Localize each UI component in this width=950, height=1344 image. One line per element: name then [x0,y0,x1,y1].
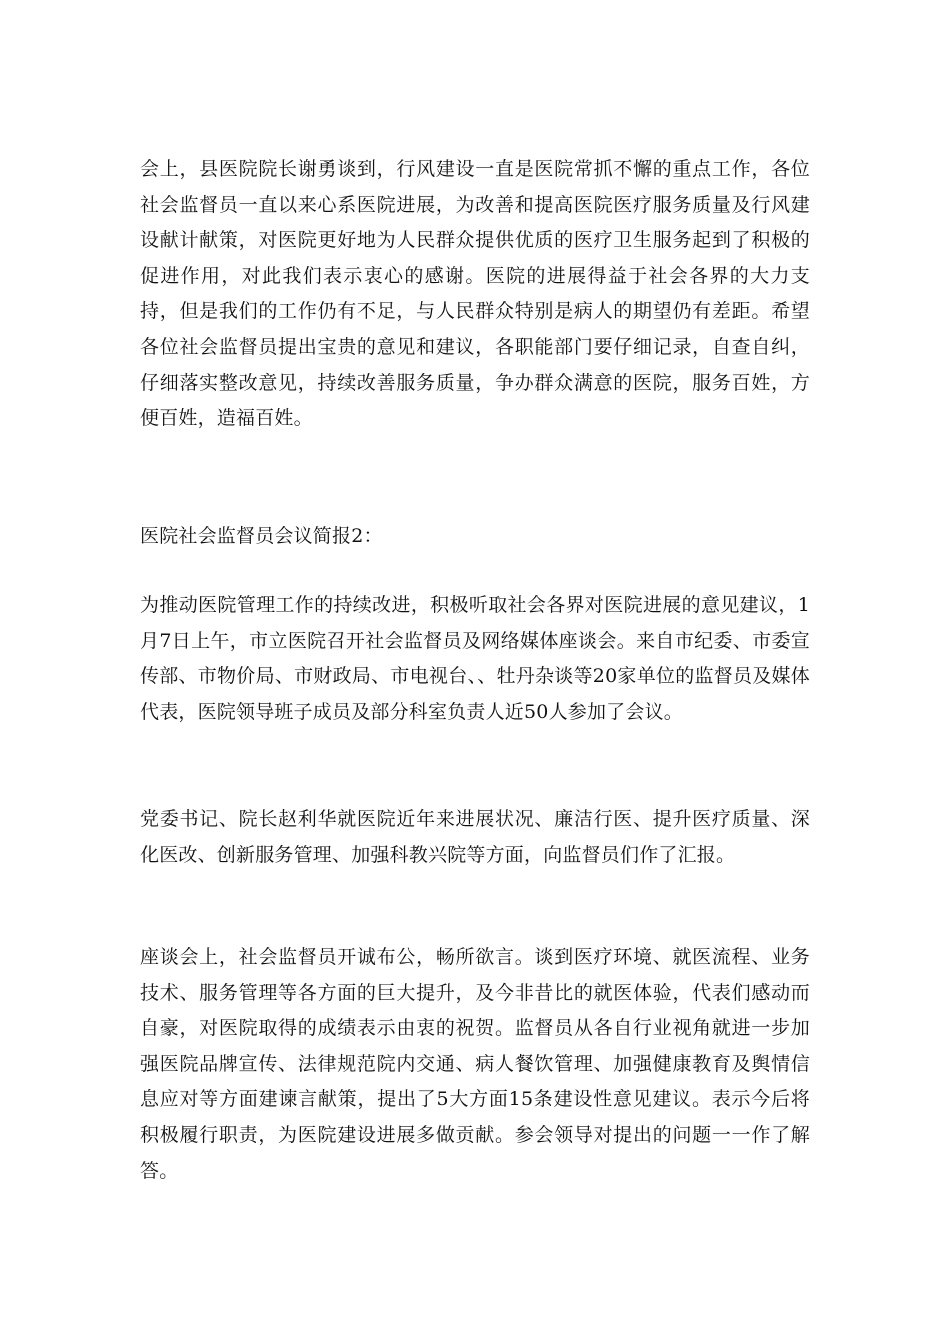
paragraph-president-speech: 会上，县医院院长谢勇谈到，行风建设一直是医院常抓不懈的重点工作，各位社会监督员一直以来心系医院进展，为改善和提高医院医疗服务质量及行风建设献计献策，对医院更好地为人民群众提供优质的医疗卫生服务起到了积极的促进作用，对此我们表示衷心的感谢。医院的进展得益于社会各界的大力支持，但是我们的工作仍有不足，与人民群众特别是病人的期望仍有差距。希望各位社会监督员提出宝贵的意见和建议，各职能部门要仔细记录，自查自纠，仔细落实整改意见，持续改善服务质量，争办群众满意的医院，服务百姓，方便百姓，造福百姓。 [140,158,810,430]
paragraph-party-secretary-report: 党委书记、院长赵利华就医院近年来进展状况、廉洁行医、提升医疗质量、深化医改、创新服务管理、加强科教兴院等方面，向监督员们作了汇报。 [140,808,810,866]
paragraph-meeting-intro: 为推动医院管理工作的持续改进，积极听取社会各界对医院进展的意见建议，1月7日上午，市立医院召开社会监督员及网络媒体座谈会。来自市纪委、市委宣传部、市物价局、市财政局、市电视台、、牡丹杂谈等20家单位的监督员及媒体代表，医院领导班子成员及部分科室负责人近50人参加了会议。 [140,594,810,723]
section-heading-briefing-2: 医院社会监督员会议简报2： [140,525,383,547]
paragraph-forum-discussion: 座谈会上，社会监督员开诚布公，畅所欲言。谈到医疗环境、就医流程、业务技术、服务管理等各方面的巨大提升，及今非昔比的就医体验，代表们感动而自豪，对医院取得的成绩表示由衷的祝贺。监督员从各自行业视角就进一步加强医院品牌宣传、法律规范院内交通、病人餐饮管理、加强健康教育及舆情信息应对等方面建谏言献策，提出了5大方面15条建设性意见建议。表示今后将积极履行职责，为医院建设进展多做贡献。参会领导对提出的问题一一作了解答。 [140,946,810,1182]
